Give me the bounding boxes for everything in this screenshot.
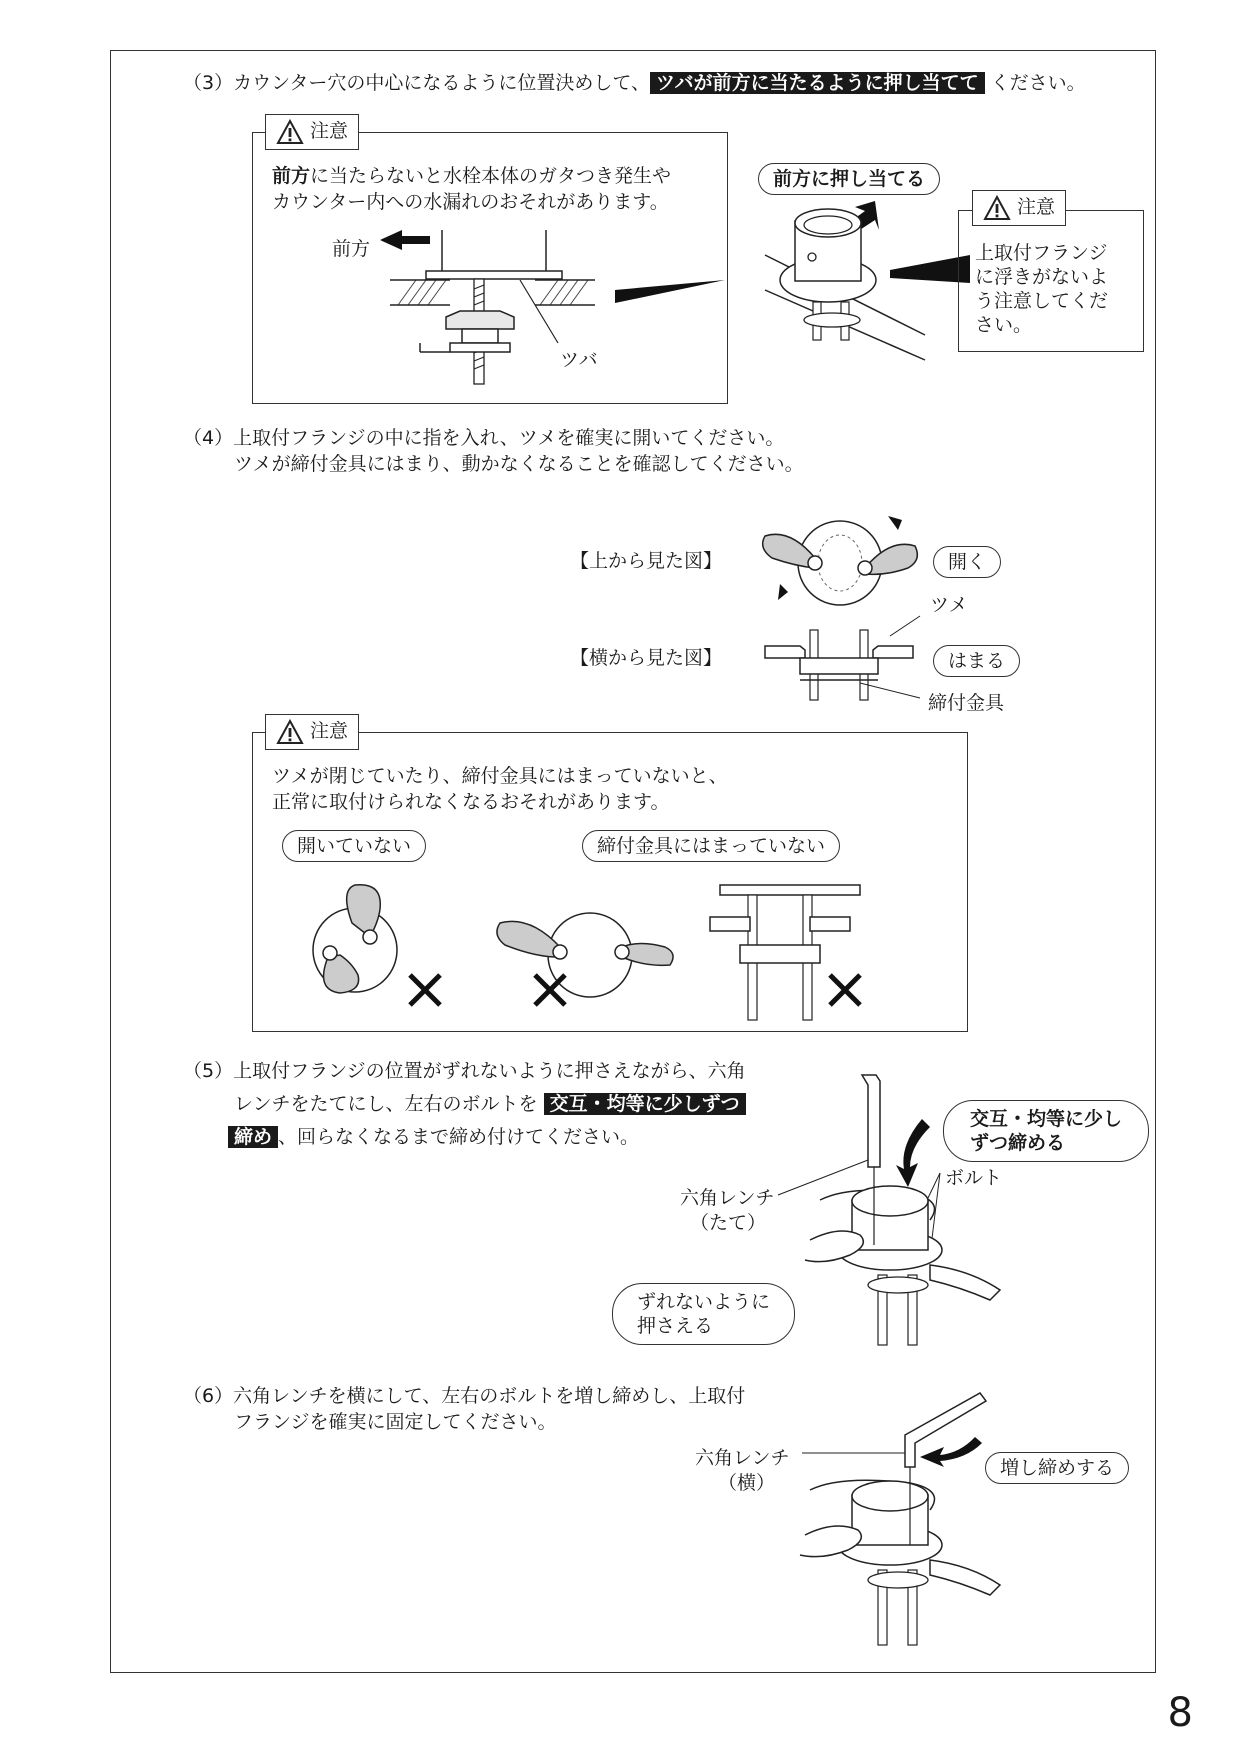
caution-label: 注意 [1017,196,1056,218]
step4-caution-tab [265,714,359,750]
label-tsuba: ツバ [560,349,598,371]
callout-hold-line1: ずれないように [637,1291,771,1313]
step5-line2-prefix: レンチをたてにし、左右のボルトを [234,1093,538,1115]
x-mark-icon [830,975,860,1005]
label-wrench-horizontal-1: 六角レンチ [695,1447,790,1469]
step5-wrench-figure [780,1075,1010,1350]
step4-caution-line1: ツメが閉じていたり、締付金具にはまっていないと、 [272,765,728,787]
flange-caution-line2: に浮きがないよ [975,266,1109,288]
label-fitting: 締付金具 [928,692,1005,714]
arrow-up-icon [778,584,788,600]
step6-line1: （6）六角レンチを横にして、左右のボルトを増し締めし、上取付 [183,1385,746,1407]
step3-caution-line2: カウンター内への水漏れのおそれがあります。 [272,191,669,213]
step3-highlight: ツバが前方に当たるように押し当てて [650,72,985,94]
flange-caution-tab [972,190,1066,226]
not-open-example [313,885,440,1005]
step3-prefix: （3）カウンター穴の中心になるように位置決めして、 [183,72,650,94]
step4-caution-line2: 正常に取付けられなくなるおそれがあります。 [272,791,670,813]
arrow-rotate-icon [896,1119,930,1187]
page-number: 8 [1167,1690,1193,1736]
x-mark-icon [535,975,565,1005]
step5-line3-suffix: 、回らなくなるまで締め付けてください。 [278,1126,640,1148]
label-bolt: ボルト [945,1167,1003,1189]
warning-icon [276,719,304,745]
step5-highlight-a: 交互・均等に少しずつ [544,1093,746,1115]
step5-line2 [234,1091,746,1117]
label-wrench-horizontal-2: （横） [718,1472,776,1494]
step3-suffix: ください。 [990,72,1086,94]
x-mark-icon [410,975,440,1005]
callout-press-front: 前方に押し当てる [758,163,940,195]
caution-label: 注意 [310,120,349,142]
arrow-left-icon [380,230,430,250]
top-view-figure [760,518,920,608]
callout-hold [612,1283,795,1345]
callout-retighten: 増し締めする [985,1452,1129,1484]
step3-instruction [183,70,1086,96]
callout-open: 開く [933,546,1001,578]
flange-caution-line3: う注意してくだ [975,290,1109,312]
callout-alternate-line1: 交互・均等に少し [970,1108,1123,1130]
callout-alternate-line2: ずつ締める [970,1132,1066,1154]
step3-caution-tab [265,114,359,150]
step5-line1: （5）上取付フランジの位置がずれないように押さえながら、六角 [183,1060,746,1082]
label-top-view: 【上から見た図】 [570,550,723,572]
step4-line1: （4）上取付フランジの中に指を入れ、ツメを確実に開いてください。 [183,427,785,449]
callout-not-open: 開いていない [282,830,426,862]
warning-icon [276,119,304,145]
arrow-rotate-icon [920,1437,982,1467]
label-side-view: 【横から見た図】 [570,647,723,669]
caution-label: 注意 [310,720,349,742]
arrow-down-icon [888,516,902,530]
caution-text-1: に当たらないと水栓本体のガタつき発生や [310,165,672,187]
label-tsume: ツメ [930,594,968,616]
flange-press-figure [725,195,955,390]
label-wrench-vertical-1: 六角レンチ [680,1187,775,1209]
callout-hold-line2: 押さえる [637,1315,714,1337]
flange-caution-line4: さい。 [975,314,1033,336]
step5-highlight-b: 締め [228,1126,278,1148]
callout-fits: はまる [933,645,1020,677]
step4-line2: ツメが締付金具にはまり、動かなくなることを確認してください。 [234,453,804,475]
step6-line2: フランジを確実に固定してください。 [234,1411,557,1433]
warning-icon [983,195,1011,221]
step6-wrench-figure [780,1395,1010,1655]
step5-line3 [228,1124,639,1150]
side-view-figure [760,628,930,708]
step3-caution-line1 [272,163,671,189]
label-wrench-vertical-2: （たて） [690,1212,767,1234]
label-front: 前方 [332,238,371,260]
callout-not-fitted: 締付金具にはまっていない [582,830,840,862]
not-fitted-example-side [710,885,860,1020]
not-fitted-example-top [497,913,673,1005]
caution-examples-figure [300,875,900,1025]
tsuba-cross-section-figure [380,225,600,395]
caution-bold-word: 前方 [272,165,311,187]
flange-caution-line1: 上取付フランジ [975,242,1108,264]
